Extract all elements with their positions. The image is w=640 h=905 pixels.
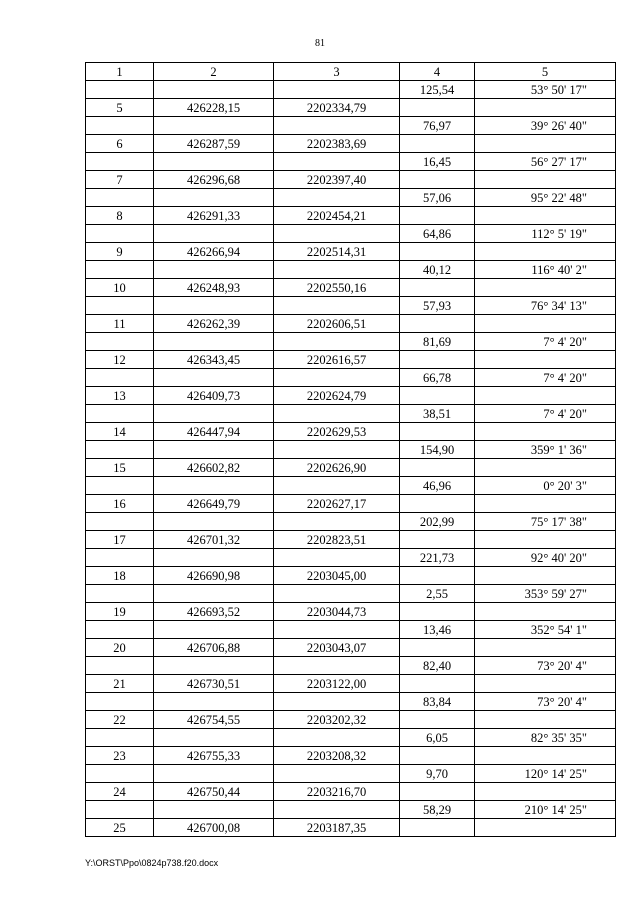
cell-y-coordinate xyxy=(274,477,400,495)
table-row xyxy=(86,801,616,819)
cell-distance: 13,46 xyxy=(400,621,475,639)
cell-distance xyxy=(400,567,475,585)
table-row xyxy=(86,369,616,387)
cell-x-coordinate: 426754,55 xyxy=(154,711,274,729)
cell-x-coordinate: 426649,79 xyxy=(154,495,274,513)
cell-distance: 125,54 xyxy=(400,81,475,99)
cell-point-number xyxy=(86,153,154,171)
cell-point-number xyxy=(86,729,154,747)
cell-x-coordinate xyxy=(154,369,274,387)
cell-direction-angle xyxy=(475,279,616,297)
table-row xyxy=(86,549,616,567)
cell-y-coordinate xyxy=(274,333,400,351)
cell-direction-angle xyxy=(475,531,616,549)
cell-point-number xyxy=(86,549,154,567)
cell-distance xyxy=(400,207,475,225)
cell-direction-angle: 7° 4' 20" xyxy=(475,333,616,351)
coordinates-table xyxy=(85,62,616,837)
cell-y-coordinate: 2202627,17 xyxy=(274,495,400,513)
cell-direction-angle xyxy=(475,423,616,441)
cell-direction-angle xyxy=(475,603,616,621)
cell-y-coordinate: 2202624,79 xyxy=(274,387,400,405)
table-row xyxy=(86,315,616,333)
table-row xyxy=(86,441,616,459)
cell-point-number: 7 xyxy=(86,171,154,189)
table-row xyxy=(86,585,616,603)
cell-y-coordinate xyxy=(274,513,400,531)
table-row xyxy=(86,531,616,549)
cell-point-number: 21 xyxy=(86,675,154,693)
cell-point-number xyxy=(86,405,154,423)
cell-point-number xyxy=(86,477,154,495)
cell-point-number xyxy=(86,333,154,351)
cell-distance xyxy=(400,675,475,693)
cell-distance xyxy=(400,819,475,837)
cell-y-coordinate xyxy=(274,549,400,567)
cell-direction-angle xyxy=(475,747,616,765)
cell-y-coordinate xyxy=(274,765,400,783)
cell-direction-angle: 73° 20' 4" xyxy=(475,693,616,711)
cell-direction-angle: 352° 54' 1" xyxy=(475,621,616,639)
cell-point-number xyxy=(86,441,154,459)
header-cell-x: 2 xyxy=(154,63,274,81)
cell-x-coordinate: 426602,82 xyxy=(154,459,274,477)
cell-y-coordinate: 2203045,00 xyxy=(274,567,400,585)
cell-distance: 58,29 xyxy=(400,801,475,819)
cell-point-number: 25 xyxy=(86,819,154,837)
cell-x-coordinate xyxy=(154,81,274,99)
cell-point-number xyxy=(86,369,154,387)
cell-x-coordinate xyxy=(154,621,274,639)
table-row xyxy=(86,279,616,297)
cell-x-coordinate: 426755,33 xyxy=(154,747,274,765)
table-row xyxy=(86,711,616,729)
cell-y-coordinate xyxy=(274,585,400,603)
table-row xyxy=(86,387,616,405)
cell-x-coordinate: 426296,68 xyxy=(154,171,274,189)
cell-direction-angle: 75° 17' 38" xyxy=(475,513,616,531)
cell-x-coordinate xyxy=(154,801,274,819)
cell-y-coordinate xyxy=(274,621,400,639)
cell-x-coordinate: 426248,93 xyxy=(154,279,274,297)
table-row xyxy=(86,333,616,351)
cell-distance xyxy=(400,387,475,405)
cell-distance: 154,90 xyxy=(400,441,475,459)
cell-distance xyxy=(400,747,475,765)
table-row xyxy=(86,693,616,711)
cell-direction-angle: 7° 4' 20" xyxy=(475,369,616,387)
table-row xyxy=(86,189,616,207)
cell-y-coordinate xyxy=(274,657,400,675)
cell-point-number: 22 xyxy=(86,711,154,729)
cell-y-coordinate: 2202454,21 xyxy=(274,207,400,225)
cell-y-coordinate xyxy=(274,297,400,315)
cell-distance xyxy=(400,603,475,621)
table-row xyxy=(86,81,616,99)
cell-x-coordinate xyxy=(154,189,274,207)
table-row xyxy=(86,405,616,423)
cell-direction-angle xyxy=(475,783,616,801)
cell-x-coordinate: 426409,73 xyxy=(154,387,274,405)
cell-y-coordinate xyxy=(274,81,400,99)
cell-point-number: 19 xyxy=(86,603,154,621)
cell-distance: 202,99 xyxy=(400,513,475,531)
header-cell-angle: 5 xyxy=(475,63,616,81)
table-row xyxy=(86,495,616,513)
cell-point-number: 6 xyxy=(86,135,154,153)
cell-y-coordinate xyxy=(274,261,400,279)
cell-direction-angle: 92° 40' 20" xyxy=(475,549,616,567)
cell-x-coordinate: 426693,52 xyxy=(154,603,274,621)
cell-distance xyxy=(400,495,475,513)
cell-distance xyxy=(400,639,475,657)
cell-direction-angle: 95° 22' 48" xyxy=(475,189,616,207)
table-row xyxy=(86,513,616,531)
cell-y-coordinate: 2203122,00 xyxy=(274,675,400,693)
cell-x-coordinate xyxy=(154,441,274,459)
cell-direction-angle xyxy=(475,819,616,837)
cell-point-number xyxy=(86,117,154,135)
cell-point-number: 15 xyxy=(86,459,154,477)
cell-y-coordinate xyxy=(274,405,400,423)
cell-point-number: 14 xyxy=(86,423,154,441)
table-row xyxy=(86,657,616,675)
table-row xyxy=(86,225,616,243)
cell-direction-angle xyxy=(475,639,616,657)
cell-x-coordinate: 426262,39 xyxy=(154,315,274,333)
cell-point-number: 13 xyxy=(86,387,154,405)
cell-y-coordinate: 2202334,79 xyxy=(274,99,400,117)
cell-y-coordinate: 2202606,51 xyxy=(274,315,400,333)
cell-direction-angle: 82° 35' 35" xyxy=(475,729,616,747)
cell-point-number xyxy=(86,621,154,639)
cell-direction-angle xyxy=(475,675,616,693)
cell-distance: 2,55 xyxy=(400,585,475,603)
cell-x-coordinate xyxy=(154,333,274,351)
table-row xyxy=(86,639,616,657)
cell-y-coordinate: 2203187,35 xyxy=(274,819,400,837)
page-number: 81 xyxy=(315,38,325,49)
cell-x-coordinate xyxy=(154,261,274,279)
cell-point-number xyxy=(86,585,154,603)
cell-x-coordinate xyxy=(154,549,274,567)
cell-distance: 38,51 xyxy=(400,405,475,423)
cell-y-coordinate: 2203216,70 xyxy=(274,783,400,801)
cell-y-coordinate: 2202626,90 xyxy=(274,459,400,477)
table-row xyxy=(86,351,616,369)
cell-direction-angle xyxy=(475,207,616,225)
cell-distance: 82,40 xyxy=(400,657,475,675)
cell-y-coordinate: 2202823,51 xyxy=(274,531,400,549)
cell-y-coordinate xyxy=(274,801,400,819)
cell-direction-angle: 73° 20' 4" xyxy=(475,657,616,675)
cell-y-coordinate: 2203043,07 xyxy=(274,639,400,657)
cell-x-coordinate: 426690,98 xyxy=(154,567,274,585)
cell-y-coordinate xyxy=(274,153,400,171)
cell-y-coordinate xyxy=(274,693,400,711)
table-row xyxy=(86,135,616,153)
cell-point-number xyxy=(86,261,154,279)
cell-distance: 9,70 xyxy=(400,765,475,783)
cell-y-coordinate: 2202629,53 xyxy=(274,423,400,441)
cell-x-coordinate: 426706,88 xyxy=(154,639,274,657)
cell-y-coordinate: 2202514,31 xyxy=(274,243,400,261)
cell-distance: 57,06 xyxy=(400,189,475,207)
cell-x-coordinate xyxy=(154,153,274,171)
table-row xyxy=(86,675,616,693)
cell-distance xyxy=(400,171,475,189)
cell-distance xyxy=(400,243,475,261)
cell-x-coordinate xyxy=(154,729,274,747)
table-row xyxy=(86,243,616,261)
cell-x-coordinate xyxy=(154,765,274,783)
cell-y-coordinate: 2203044,73 xyxy=(274,603,400,621)
table-row xyxy=(86,747,616,765)
cell-point-number xyxy=(86,513,154,531)
table-row xyxy=(86,477,616,495)
cell-x-coordinate xyxy=(154,513,274,531)
cell-distance: 66,78 xyxy=(400,369,475,387)
cell-distance: 221,73 xyxy=(400,549,475,567)
cell-y-coordinate: 2203202,32 xyxy=(274,711,400,729)
cell-direction-angle: 210° 14' 25" xyxy=(475,801,616,819)
table-row xyxy=(86,621,616,639)
table-header-row xyxy=(86,63,616,81)
cell-y-coordinate: 2202383,69 xyxy=(274,135,400,153)
cell-distance: 57,93 xyxy=(400,297,475,315)
cell-x-coordinate xyxy=(154,297,274,315)
cell-distance: 76,97 xyxy=(400,117,475,135)
cell-direction-angle xyxy=(475,711,616,729)
table-row xyxy=(86,261,616,279)
cell-point-number: 8 xyxy=(86,207,154,225)
cell-direction-angle: 120° 14' 25" xyxy=(475,765,616,783)
cell-direction-angle: 7° 4' 20" xyxy=(475,405,616,423)
header-cell-point: 1 xyxy=(86,63,154,81)
cell-distance xyxy=(400,783,475,801)
cell-distance: 83,84 xyxy=(400,693,475,711)
cell-x-coordinate xyxy=(154,585,274,603)
cell-distance: 40,12 xyxy=(400,261,475,279)
table-row xyxy=(86,765,616,783)
cell-y-coordinate xyxy=(274,441,400,459)
cell-x-coordinate xyxy=(154,657,274,675)
coordinates-table-container xyxy=(85,62,615,837)
cell-direction-angle: 53° 50' 17" xyxy=(475,81,616,99)
cell-point-number xyxy=(86,225,154,243)
cell-point-number xyxy=(86,297,154,315)
cell-direction-angle xyxy=(475,459,616,477)
cell-distance: 6,05 xyxy=(400,729,475,747)
cell-point-number: 23 xyxy=(86,747,154,765)
cell-y-coordinate xyxy=(274,117,400,135)
table-row xyxy=(86,567,616,585)
table-row xyxy=(86,603,616,621)
cell-distance xyxy=(400,99,475,117)
cell-x-coordinate: 426730,51 xyxy=(154,675,274,693)
cell-point-number: 12 xyxy=(86,351,154,369)
cell-x-coordinate: 426266,94 xyxy=(154,243,274,261)
cell-x-coordinate: 426447,94 xyxy=(154,423,274,441)
cell-x-coordinate: 426291,33 xyxy=(154,207,274,225)
cell-x-coordinate: 426700,08 xyxy=(154,819,274,837)
cell-point-number: 20 xyxy=(86,639,154,657)
cell-x-coordinate xyxy=(154,477,274,495)
cell-direction-angle xyxy=(475,315,616,333)
cell-direction-angle: 353° 59' 27" xyxy=(475,585,616,603)
cell-distance: 46,96 xyxy=(400,477,475,495)
table-row xyxy=(86,819,616,837)
table-row xyxy=(86,117,616,135)
cell-x-coordinate: 426343,45 xyxy=(154,351,274,369)
cell-distance: 64,86 xyxy=(400,225,475,243)
cell-direction-angle xyxy=(475,135,616,153)
cell-y-coordinate: 2202616,57 xyxy=(274,351,400,369)
cell-x-coordinate xyxy=(154,117,274,135)
cell-point-number: 24 xyxy=(86,783,154,801)
cell-point-number: 16 xyxy=(86,495,154,513)
cell-distance xyxy=(400,711,475,729)
cell-point-number: 17 xyxy=(86,531,154,549)
table-row xyxy=(86,171,616,189)
cell-point-number xyxy=(86,765,154,783)
cell-point-number: 11 xyxy=(86,315,154,333)
cell-distance xyxy=(400,315,475,333)
cell-direction-angle: 56° 27' 17" xyxy=(475,153,616,171)
cell-distance xyxy=(400,531,475,549)
cell-direction-angle: 0° 20' 3" xyxy=(475,477,616,495)
cell-distance xyxy=(400,351,475,369)
cell-point-number xyxy=(86,657,154,675)
footer-file-path: Y:\ORST\Ppo\0824p738.f20.docx xyxy=(85,858,219,868)
cell-x-coordinate xyxy=(154,405,274,423)
cell-point-number: 5 xyxy=(86,99,154,117)
header-cell-distance: 4 xyxy=(400,63,475,81)
cell-point-number: 9 xyxy=(86,243,154,261)
cell-direction-angle: 112° 5' 19" xyxy=(475,225,616,243)
table-row xyxy=(86,207,616,225)
table-row xyxy=(86,99,616,117)
cell-x-coordinate: 426228,15 xyxy=(154,99,274,117)
cell-y-coordinate: 2203208,32 xyxy=(274,747,400,765)
cell-direction-angle xyxy=(475,387,616,405)
cell-y-coordinate xyxy=(274,225,400,243)
table-row xyxy=(86,783,616,801)
cell-x-coordinate: 426287,59 xyxy=(154,135,274,153)
table-row xyxy=(86,459,616,477)
cell-x-coordinate: 426701,32 xyxy=(154,531,274,549)
cell-distance: 16,45 xyxy=(400,153,475,171)
cell-y-coordinate: 2202397,40 xyxy=(274,171,400,189)
cell-x-coordinate xyxy=(154,693,274,711)
table-row xyxy=(86,729,616,747)
cell-direction-angle xyxy=(475,99,616,117)
cell-distance: 81,69 xyxy=(400,333,475,351)
cell-point-number xyxy=(86,801,154,819)
header-cell-y: 3 xyxy=(274,63,400,81)
cell-point-number xyxy=(86,189,154,207)
cell-y-coordinate xyxy=(274,369,400,387)
cell-point-number: 18 xyxy=(86,567,154,585)
cell-distance xyxy=(400,423,475,441)
cell-direction-angle: 39° 26' 40" xyxy=(475,117,616,135)
table-row xyxy=(86,153,616,171)
cell-point-number: 10 xyxy=(86,279,154,297)
cell-point-number xyxy=(86,81,154,99)
cell-direction-angle: 359° 1' 36" xyxy=(475,441,616,459)
cell-y-coordinate xyxy=(274,729,400,747)
cell-y-coordinate: 2202550,16 xyxy=(274,279,400,297)
cell-direction-angle xyxy=(475,243,616,261)
cell-x-coordinate xyxy=(154,225,274,243)
cell-direction-angle xyxy=(475,351,616,369)
table-row xyxy=(86,297,616,315)
cell-point-number xyxy=(86,693,154,711)
table-row xyxy=(86,423,616,441)
cell-direction-angle xyxy=(475,567,616,585)
cell-direction-angle xyxy=(475,495,616,513)
cell-x-coordinate: 426750,44 xyxy=(154,783,274,801)
cell-direction-angle: 76° 34' 13" xyxy=(475,297,616,315)
cell-direction-angle xyxy=(475,171,616,189)
cell-distance xyxy=(400,459,475,477)
table-body xyxy=(86,81,616,837)
cell-distance xyxy=(400,135,475,153)
cell-distance xyxy=(400,279,475,297)
cell-y-coordinate xyxy=(274,189,400,207)
cell-direction-angle: 116° 40' 2" xyxy=(475,261,616,279)
